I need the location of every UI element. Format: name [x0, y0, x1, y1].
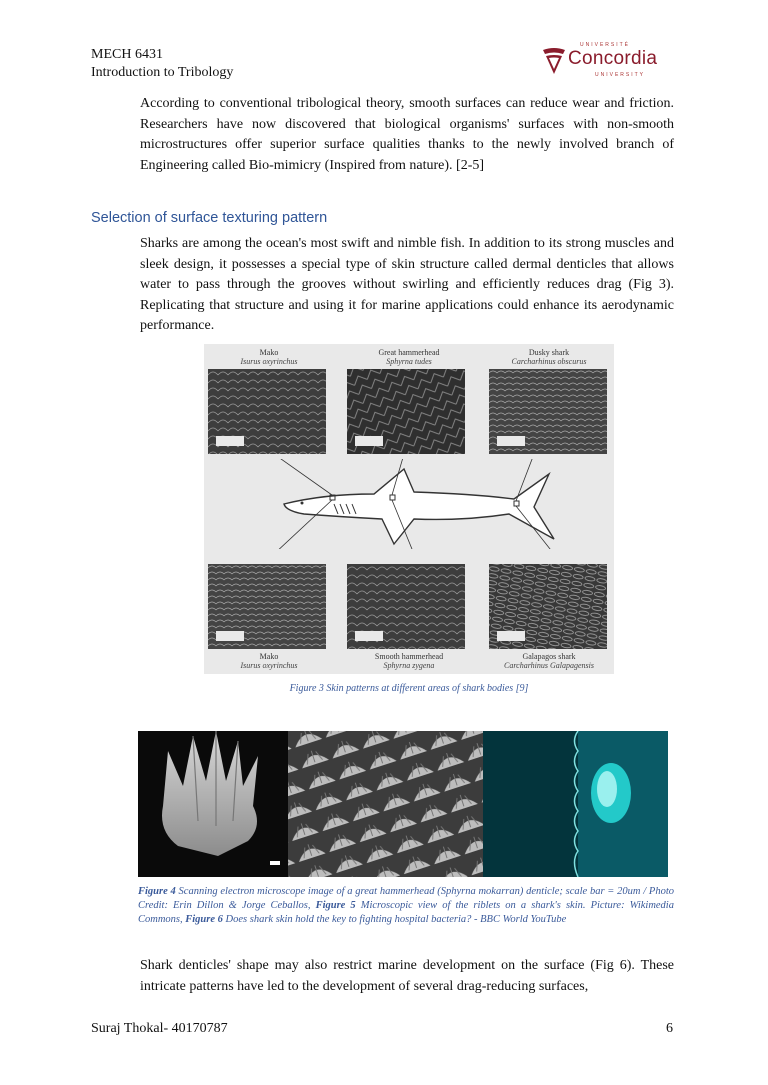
figure-4-label: Figure 4	[138, 886, 176, 897]
panel-name: Dusky shark	[528, 348, 570, 357]
panel-species: Carcharhinus obscurus	[511, 357, 587, 366]
panel-species: Sphyrna zygena	[383, 661, 435, 670]
panel-species: Isurus oxyrinchus	[240, 357, 298, 366]
panel-name: Mako	[259, 652, 279, 661]
figure-6-label: Figure 6	[185, 914, 223, 925]
logo-name: Concordia	[568, 48, 658, 69]
skin-panel-top-3	[489, 369, 607, 454]
course-name: Introduction to Tribology	[91, 65, 234, 80]
intro-paragraph: According to conventional tribological theory, smooth surfaces can reduce wear and friction. Researchers have now discovered that biological organisms' surfaces with non-smooth microstructures offer superior surface qualities thanks to the newly involved branch of Engineering called Bio-mimicry (Inspired from nature). [2-5]	[140, 96, 674, 173]
panel-label-bottom-3	[484, 652, 614, 670]
skin-panel-bottom-3	[489, 564, 607, 649]
logo-bottom-text: UNIVERSITY	[595, 72, 646, 78]
logo-top-text: UNIVERSITÉ	[580, 42, 631, 48]
skin-panel-top-1	[208, 369, 326, 454]
riblets-microscope-image	[288, 731, 483, 877]
panel-label-top-2	[344, 348, 474, 366]
concordia-emblem-icon	[540, 46, 568, 76]
panel-name: Mako	[259, 348, 279, 357]
section-paragraph: Sharks are among the ocean's most swift and nimble fish. In addition to its strong muscles and sleek design, it possesses a special type of skin structure called dermal denticles that allows water to pass through the grooves without swirling and efficiently reduces drag (Fig 3). Replicating that structure and using it for marine applications could enhance its aerodynamic performance.	[140, 236, 674, 333]
panel-name: Great hammerhead	[378, 348, 440, 357]
panel-label-bottom-1	[204, 652, 334, 670]
figure-3-caption: Figure 3 Skin patterns at different areas of shark bodies [9]	[289, 683, 529, 694]
panel-label-bottom-2	[344, 652, 474, 670]
skin-panel-top-2	[347, 369, 465, 454]
skin-panel-bottom-1	[208, 564, 326, 649]
closing-paragraph: Shark denticles' shape may also restrict marine development on the surface (Fig 6). These intricate patterns have led to the development of several drag-reducing surfaces,	[140, 958, 674, 994]
panel-name: Smooth hammerhead	[374, 652, 444, 661]
denticle-sem-image	[138, 731, 288, 877]
section-heading: Selection of surface texturing pattern	[91, 210, 328, 226]
skin-panel-bottom-2	[347, 564, 465, 649]
figure-4-6-photo-strip	[138, 731, 668, 877]
course-code: MECH 6431	[91, 47, 163, 62]
panel-label-top-3	[484, 348, 614, 366]
page-number: 6	[666, 1021, 673, 1036]
panel-name: Galapagos shark	[522, 652, 576, 661]
panel-label-top-1	[204, 348, 334, 366]
figure-5-label: Figure 5	[315, 900, 356, 911]
figure-3-shark-skin-patterns	[204, 344, 614, 674]
panel-species: Carcharhinus Galapagensis	[503, 661, 594, 670]
panel-species: Sphyrna tudes	[386, 357, 432, 366]
panel-species: Isurus oxyrinchus	[240, 661, 298, 670]
footer-author: Suraj Thokal- 40170787	[91, 1021, 228, 1036]
figure-6-text: Does shark skin hold the key to fighting hospital bacteria? - BBC World YouTube	[222, 914, 567, 925]
figure-4-6-caption	[138, 885, 674, 927]
figure-4-text: Scanning electron microscope image of a great hammerhead (Sphyrna mokarran) denticle; scale bar = 20um / Photo Credit: Erin Dillon & Jorge Ceballos,	[138, 886, 674, 911]
university-logo	[540, 42, 680, 84]
figure-5-text: Microscopic view of the riblets on a shark's skin. Picture: Wikimedia Commons,	[138, 900, 674, 925]
shark-skin-bacteria-image	[483, 731, 668, 877]
shark-outline-diagram	[264, 459, 564, 549]
